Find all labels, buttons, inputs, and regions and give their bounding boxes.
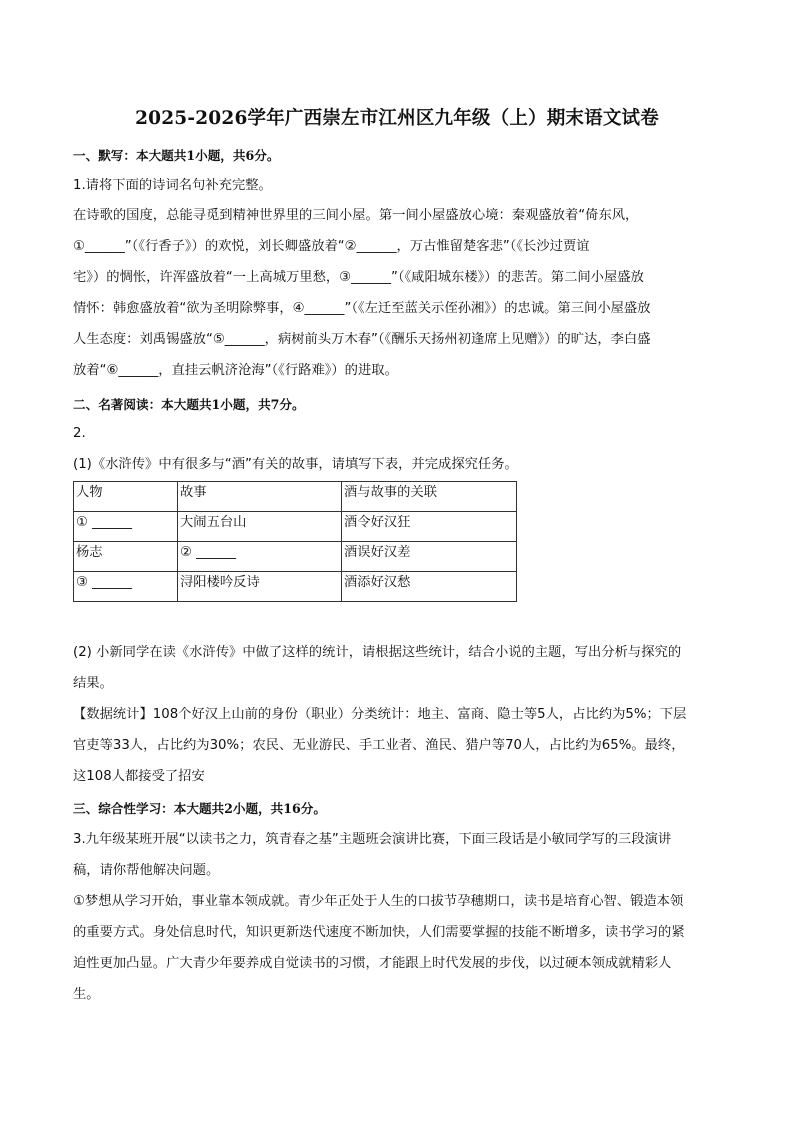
speech-paragraph-line: 迫性更加凸显。广大青少年要养成自觉读书的习惯，才能跟上时代发展的步伐，以过硬本领成就精彩人 (73, 956, 672, 971)
table-cell: 浔阳楼吟反诗 (178, 572, 342, 602)
section1-text-line: 宅》）的惆怅，许浑盛放着“一上高城万里愁，③______”（《咸阳城东楼》）的悲苦。第二间小屋盛放 (73, 270, 644, 285)
question-2-number: 2. (73, 426, 86, 441)
speech-paragraph-line: ①梦想从学习开始，事业靠本领成就。青少年正处于人生的口拔节孕穗期口，读书是培育心智、锻造本领 (73, 894, 684, 909)
section1-text-line: 情怀：韩愈盛放着“欲为圣明除弊事，④______”（《左迁至蓝关示侄孙湘》）的忠诚。第三间小屋盛放 (73, 301, 651, 316)
table-row (74, 512, 517, 542)
question-1: 1.请将下面的诗词名句补充完整。 (73, 178, 272, 193)
table-cell: ① ______ (74, 512, 178, 542)
section1-heading: 一、默写：本大题共1小题，共6分。 (73, 148, 280, 163)
section1-text-line: 在诗歌的国度，总能寻觅到精神世界里的三间小屋。第一间小屋盛放心境：秦观盛放着“倚东风， (73, 208, 639, 223)
table-cell: ③ ______ (74, 572, 178, 602)
stats-line: 【数据统计】108个好汉上山前的身份（职业）分类统计：地主、富商、隐士等5人，占比约为5%；下层 (73, 707, 687, 722)
table-cell: ② ______ (178, 542, 342, 572)
section1-text-line: 人生态度：刘禹锡盛放“⑤______，病树前头万木春”（《酬乐天扬州初逢席上见赠》）的旷达，李白盛 (73, 332, 651, 347)
question-3-line: 稿，请你帮他解决问题。 (73, 863, 220, 878)
exam-title: 2025-2026学年广西崇左市江州区九年级（上）期末语文试卷 (135, 108, 659, 129)
section2-heading: 二、名著阅读：本大题共1小题，共7分。 (73, 397, 305, 412)
speech-paragraph-line: 的重要方式。身处信息时代，知识更新迭代速度不断加快，人们需要掌握的技能不断增多，读书学习的紧 (73, 925, 685, 940)
section1-text-line: 放着“⑥______，直挂云帆济沧海”（《行路难》）的进取。 (73, 363, 398, 378)
table-header-cell: 人物 (74, 482, 178, 512)
section3-heading: 三、综合性学习：本大题共2小题，共16分。 (73, 801, 326, 816)
question-3-line: 3.九年级某班开展“以读书之力，筑青春之基”主题班会演讲比赛，下面三段话是小敏同学写的三段演讲 (73, 832, 672, 847)
table-header-row (74, 482, 517, 512)
stats-line: 这108人都接受了招安 (73, 769, 205, 784)
table-row (74, 542, 517, 572)
section1-text-line: ①______”（《行香子》）的欢悦，刘长卿盛放着“②______，万古惟留楚客悲”（《长沙过贾谊 (73, 239, 590, 254)
table-header-cell: 故事 (178, 482, 342, 512)
table-cell: 酒添好汉愁 (342, 572, 517, 602)
shuihu-wine-table (73, 481, 517, 602)
stats-line: 官吏等33人，占比约为30%；农民、无业游民、手工业者、渔民、猎户等70人，占比约为65%。最终， (73, 738, 685, 753)
table-cell: 酒令好汉狂 (342, 512, 517, 542)
table-header-cell: 酒与故事的关联 (342, 482, 517, 512)
question-2-part2-line: 结果。 (73, 676, 113, 691)
table-cell: 大闹五台山 (178, 512, 342, 542)
table-cell: 酒误好汉差 (342, 542, 517, 572)
question-2-part2-line: (2) 小新同学在读《水浒传》中做了这样的统计，请根据这些统计，结合小说的主题，写出分析与探究的 (73, 645, 682, 660)
speech-paragraph-line: 生。 (73, 987, 100, 1002)
table-cell: 杨志 (74, 542, 178, 572)
table-row (74, 572, 517, 602)
question-2-part1: (1)《水浒传》中有很多与“酒”有关的故事，请填写下表，并完成探究任务。 (73, 457, 518, 472)
